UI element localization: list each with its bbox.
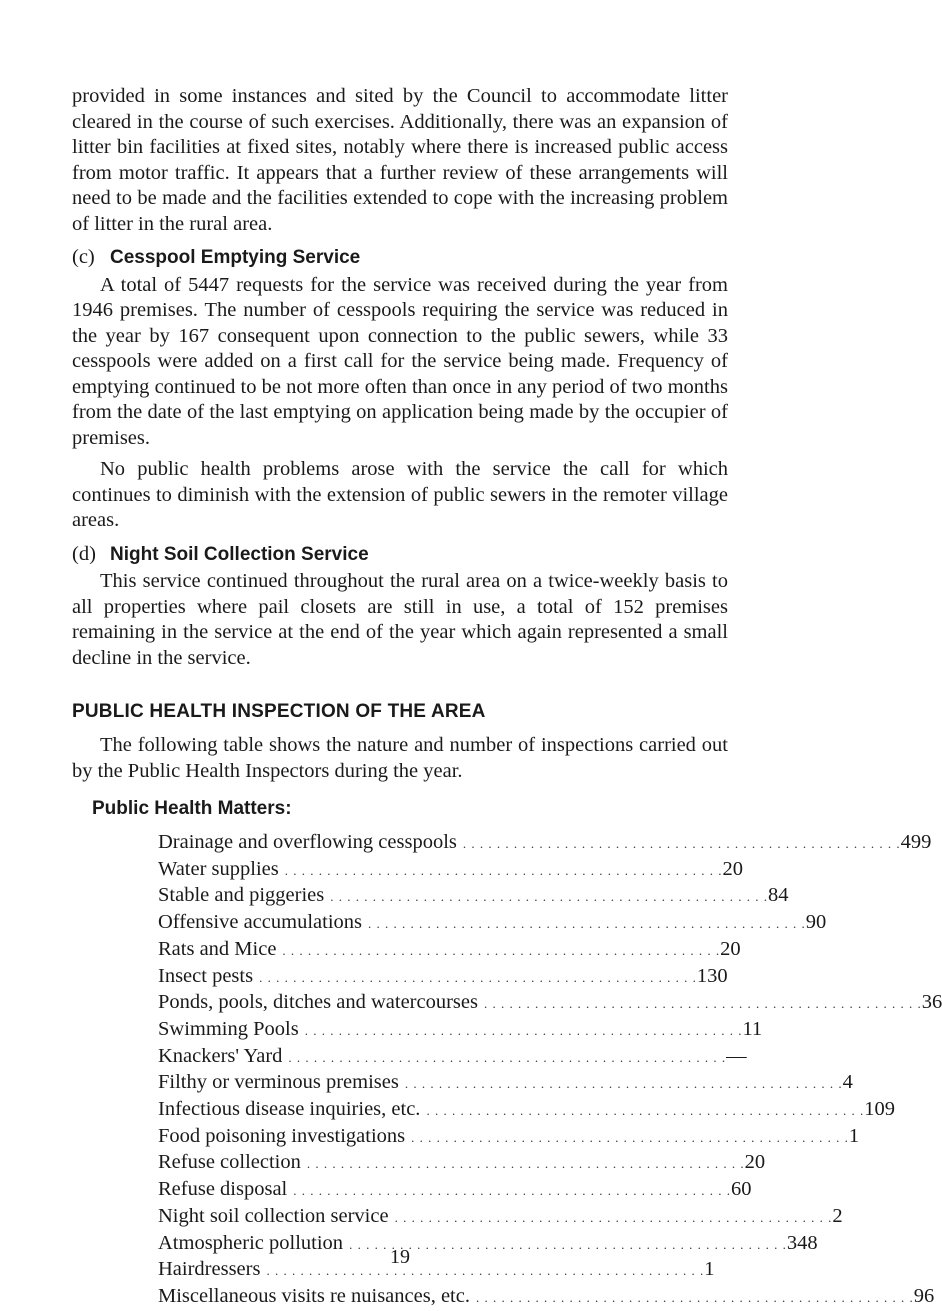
row-value: 2 [832,1204,843,1227]
table-row [158,1177,752,1204]
dot-leader: . . . . . . . . . . . . . . . . . . . . . . . . . . . . . . . . . . . . . . . . . . . . . . . . . . . . [330,889,768,905]
row-label: Ponds, pools, ditches and watercourses [158,991,478,1014]
row-value: 1 [848,1124,860,1147]
dot-leader: . . . . . . . . . . . . . . . . . . . . . . . . . . . . . . . . . . . . . . . . . . . . . . . . . . . . [288,1049,727,1065]
row-label: Rats and Mice [158,937,277,960]
page-number: 19 [390,1246,410,1268]
table-row [158,937,741,964]
table-row [158,883,789,910]
dot-leader: . . . . . . . . . . . . . . . . . . . . . . . . . . . . . . . . . . . . . . . . . . . . . . . . . . . . [475,1289,914,1305]
section-d-heading [72,542,728,568]
row-label: Insect pests [158,964,254,987]
section-c-paragraph-1: A total of 5447 requests for the service was received during the year from 1946 premises. The number of cesspools requiring the service was reduced in the year by 167 consequent upon connection to the public sewers, while 33 cesspools were added on a first call for the service being made. Frequency of emptying continued to be not more often than once in any period of two months from the date of the last emptying on application being made by the occupier of premises. [72,273,728,449]
row-value: 20 [722,857,743,880]
row-value: — [726,1044,747,1067]
row-value: 90 [805,911,827,934]
row-value: 11 [742,1017,763,1040]
dot-leader: . . . . . . . . . . . . . . . . . . . . . . . . . . . . . . . . . . . . . . . . . . . . . . . . . . . . [259,969,697,985]
table-row [158,964,728,991]
row-value: 499 [900,831,932,853]
row-label: Filthy or verminous premises [158,1071,399,1094]
row-value: 60 [731,1178,752,1201]
inspection-intro: The following table shows the nature and number of inspections carried out by the Public Health Inspectors during the year. [72,734,728,782]
dot-leader: . . . . . . . . . . . . . . . . . . . . . . . . . . . . . . . . . . . . . . . . . . . . . . . . . . . . [483,996,922,1012]
dot-leader: . . . . . . . . . . . . . . . . . . . . . . . . . . . . . . . . . . . . . . . . . . . . . . . . . . . . [426,1103,865,1119]
public-health-matters-heading: Public Health Matters: [92,798,292,819]
section-d-paragraph-1: This service continued throughout the rural area on a twice-weekly basis to all properties where pail closets are still in use, a total of 152 premises remaining in the service at the end of the year which again represented a small decline in the service. [72,570,728,669]
row-value: 109 [864,1098,895,1121]
table-row [158,1284,935,1311]
row-value: 130 [696,964,728,987]
table-row [158,1097,895,1124]
row-label: Swimming Pools [158,1017,299,1040]
table-row [158,990,942,1017]
section-c-paragraph-2: No public health problems arose with the service the call for which continues to diminish with the extension of public sewers in the remoter village areas. [72,458,728,531]
row-label: Night soil collection service [158,1204,389,1227]
row-label: Miscellaneous visits re nuisances, etc. [158,1284,470,1307]
row-label: Knackers' Yard [158,1044,283,1067]
intro-paragraph: provided in some instances and sited by the Council to accommodate litter cleared in the course of such exercises. Additionally, there was an expansion of litter bin facilities at fixed sites, notably where there is increased public access from motor traffic. It appears that a further review of these arrangements will need to be made and the facilities extended to cope with the increasing problem of litter in the rural area. [72,85,728,235]
dot-leader: . . . . . . . . . . . . . . . . . . . . . . . . . . . . . . . . . . . . . . . . . . . . . . . . . . . . [306,1156,745,1172]
dot-leader: . . . . . . . . . . . . . . . . . . . . . . . . . . . . . . . . . . . . . . . . . . . . . . . . . . . . [282,942,721,958]
inspection-heading: PUBLIC HEALTH INSPECTION OF THE AREA [72,701,486,722]
row-label: Refuse disposal [158,1178,288,1201]
table-row [158,1017,763,1044]
row-value: 20 [720,937,741,960]
table-row [158,1070,853,1097]
row-value: 84 [767,884,789,907]
dot-leader: . . . . . . . . . . . . . . . . . . . . . . . . . . . . . . . . . . . . . . . . . . . . . . . . . . . . [394,1209,833,1225]
table-row [158,1204,843,1231]
row-value: 4 [842,1071,853,1094]
dot-leader: . . . . . . . . . . . . . . . . . . . . . . . . . . . . . . . . . . . . . . . . . . . . . . . . . . . . [404,1076,843,1092]
dot-leader: . . . . . . . . . . . . . . . . . . . . . . . . . . . . . . . . . . . . . . . . . . . . . . . . . . . . [284,862,723,878]
row-label: Water supplies [158,857,279,880]
row-value: 1 [704,1258,715,1281]
inspection-table [158,830,942,1311]
row-label: Stable and piggeries [158,884,325,907]
table-row [158,1150,766,1177]
table-row [158,857,743,884]
section-c-heading [72,245,728,271]
row-value: 348 [786,1231,818,1254]
row-value: 36 [921,991,942,1014]
row-label: Infectious disease inquiries, etc. [158,1098,421,1121]
section-c-title: Cesspool Emptying Service [110,247,361,268]
section-d-letter: (d) [72,542,96,565]
dot-leader: . . . . . . . . . . . . . . . . . . . . . . . . . . . . . . . . . . . . . . . . . . . . . . . . . . . . [368,916,806,932]
table-row [158,1044,747,1071]
dot-leader: . . . . . . . . . . . . . . . . . . . . . . . . . . . . . . . . . . . . . . . . . . . . . . . . . . . . [411,1129,849,1145]
row-label: Food poisoning investigations [158,1124,406,1147]
dot-leader: . . . . . . . . . . . . . . . . . . . . . . . . . . . . . . . . . . . . . . . . . . . . . . . . . . . . [462,836,901,851]
row-label: Atmospheric pollution [158,1231,344,1254]
table-row [158,910,827,937]
row-value: 20 [744,1151,766,1174]
dot-leader: . . . . . . . . . . . . . . . . . . . . . . . . . . . . . . . . . . . . . . . . . . . . . . . . . . . . [266,1263,705,1279]
table-row [158,1124,860,1151]
table-row [158,830,932,857]
dot-leader: . . . . . . . . . . . . . . . . . . . . . . . . . . . . . . . . . . . . . . . . . . . . . . . . . . . . [304,1022,743,1038]
row-label: Drainage and overflowing cesspools [158,831,457,853]
dot-leader: . . . . . . . . . . . . . . . . . . . . . . . . . . . . . . . . . . . . . . . . . . . . . . . . . . . . [349,1236,787,1252]
section-c-letter: (c) [72,246,95,268]
section-d-title: Night Soil Collection Service [110,543,369,565]
row-label: Offensive accumulations [158,911,362,934]
row-label: Hairdressers [158,1258,261,1281]
row-value: 96 [913,1284,935,1307]
dot-leader: . . . . . . . . . . . . . . . . . . . . . . . . . . . . . . . . . . . . . . . . . . . . . . . . . . . . [293,1183,731,1199]
row-label: Refuse collection [158,1151,301,1174]
